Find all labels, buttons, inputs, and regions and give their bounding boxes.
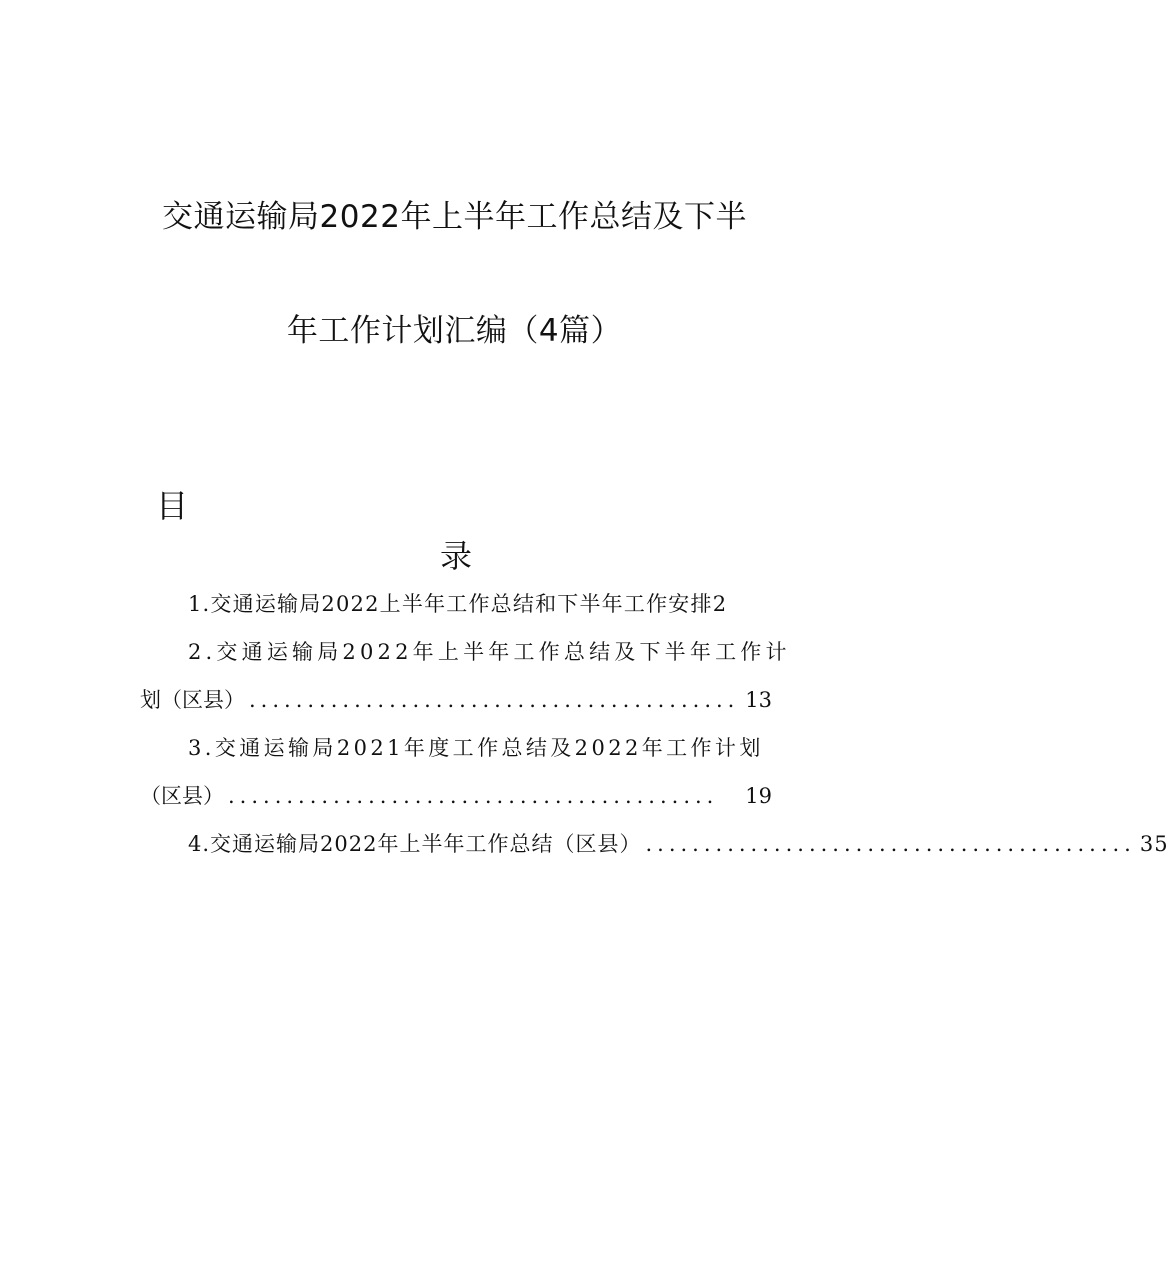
toc-entry-4-title: 4.交通运输局2022年上半年工作总结（区县）	[188, 831, 642, 856]
toc-leader-dots: ..........................................	[249, 687, 740, 712]
toc-entry-4-page: 35	[1139, 831, 1169, 856]
toc-leader-dots: ..........................................	[228, 783, 719, 808]
toc-entry-2-continuation[interactable]	[140, 686, 772, 714]
toc-entry-3-title: 3.交通运输局2021年度工作总结及2022年工作计划	[188, 735, 764, 760]
toc-leader-dots: ..........................................	[645, 831, 1136, 856]
toc-entry-1-page: 2	[712, 591, 728, 616]
document-title-line-2: 年工作计划汇编（4篇）	[286, 313, 623, 349]
toc-heading-part-1: 目	[156, 487, 189, 525]
toc-entry-2-page: 13	[745, 687, 772, 712]
toc-entry-3-title-continued: （区县）	[140, 783, 224, 808]
toc-entry-2[interactable]	[140, 638, 791, 666]
document-title-line-1: 交通运输局2022年上半年工作总结及下半	[162, 199, 747, 235]
toc-entry-1-title: 1.交通运输局2022上半年工作总结和下半年工作安排	[188, 591, 713, 616]
toc-entry-3[interactable]	[140, 734, 772, 762]
toc-heading-part-2: 录	[440, 537, 473, 575]
toc-entry-4[interactable]	[140, 830, 1169, 858]
toc-entry-2-title: 2.交通运输局2022年上半年工作总结及下半年工作计	[188, 639, 791, 664]
toc-entry-3-continuation[interactable]	[140, 782, 772, 810]
toc-entry-2-title-continued: 划（区县）	[140, 687, 245, 712]
toc-entry-1[interactable]	[140, 590, 772, 618]
toc-entry-3-page: 19	[745, 783, 772, 808]
